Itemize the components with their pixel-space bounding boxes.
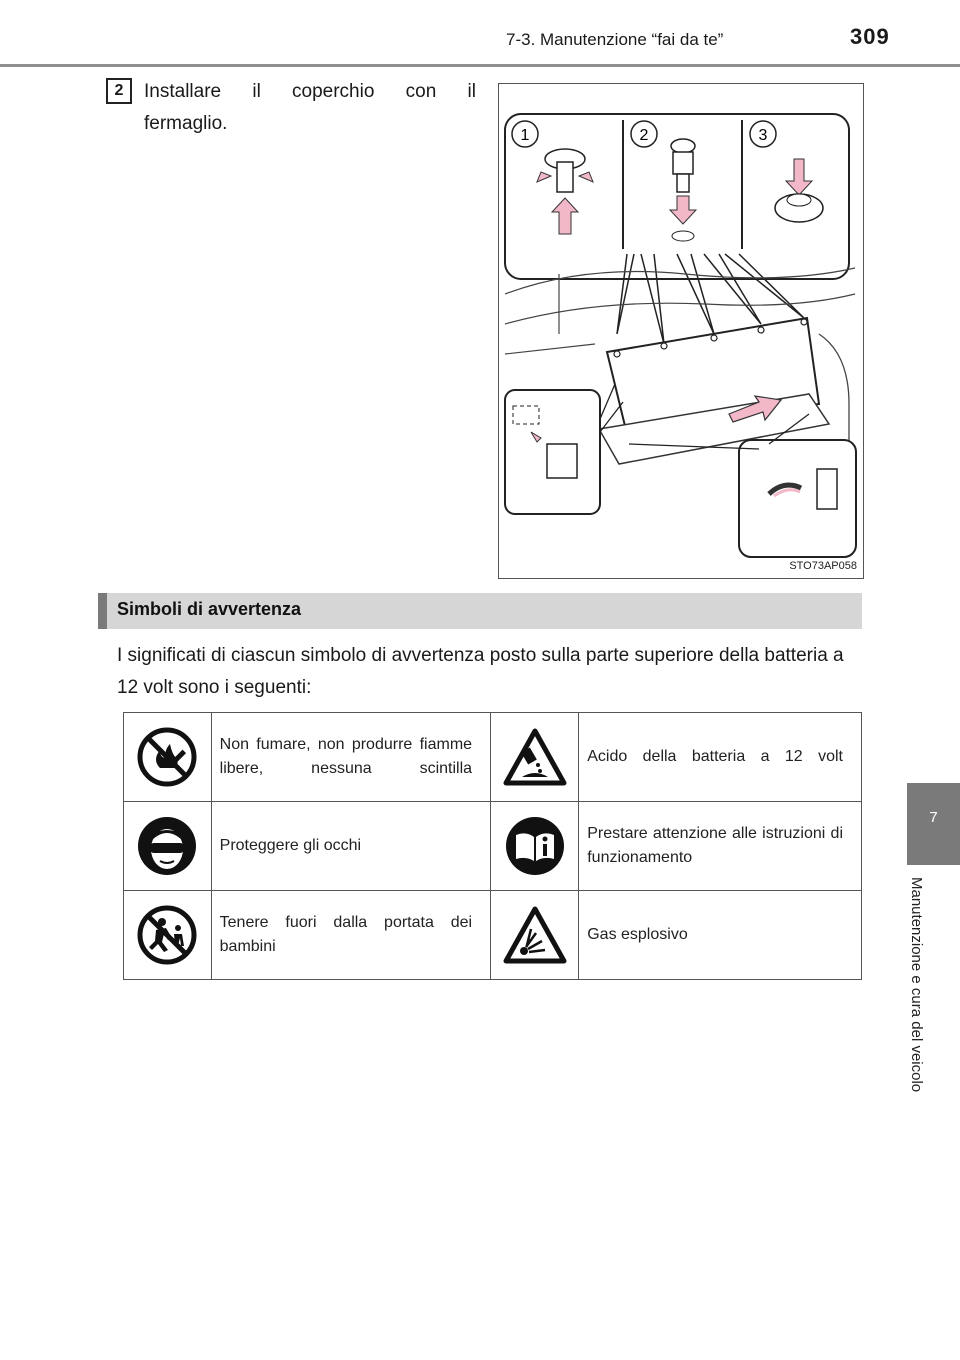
page-number: 309 xyxy=(850,24,890,49)
chapter-tab: 7 xyxy=(907,783,960,865)
eye-protection-icon xyxy=(136,815,198,877)
svg-text:3: 3 xyxy=(758,127,768,144)
keep-away-from-children-icon xyxy=(136,904,198,966)
chapter-side-label: Manutenzione e cura del veicolo xyxy=(908,877,925,1093)
svg-text:1: 1 xyxy=(520,127,530,144)
cover-installation-drawing xyxy=(499,84,863,578)
table-row xyxy=(124,891,862,980)
step-text: Installare il coperchio con il fermaglio. xyxy=(144,81,476,134)
warning-symbols-table xyxy=(123,712,862,980)
header-rule xyxy=(0,64,960,67)
read-instructions-icon xyxy=(504,815,566,877)
symbol-description: Proteggere gli occhi xyxy=(211,802,490,891)
header-title: 7-3. Manutenzione “fai da te” xyxy=(506,30,724,49)
table-row xyxy=(124,713,862,802)
section-intro: I significati di ciascun simbolo di avvertenza posto sulla parte superiore della batteria a 12 volt sono i seguenti: xyxy=(117,645,844,698)
illustration xyxy=(498,83,864,579)
table-row xyxy=(124,802,862,891)
symbol-description: Acido della batteria a 12 volt xyxy=(579,713,862,802)
section-heading: Simboli di avvertenza xyxy=(98,593,862,629)
symbol-description: Non fumare, non produrre fiamme libere, nessuna scintilla xyxy=(211,713,490,802)
explosive-gas-icon xyxy=(502,905,568,965)
no-smoking-no-flame-icon xyxy=(136,726,198,788)
battery-acid-icon xyxy=(502,727,568,787)
step-badge: 2 xyxy=(106,78,132,104)
svg-text:2: 2 xyxy=(639,127,649,144)
symbol-description: Gas esplosivo xyxy=(579,891,862,980)
symbol-description: Prestare attenzione alle istruzioni di funzionamento xyxy=(579,802,862,891)
illustration-code: STO73AP058 xyxy=(789,560,857,572)
symbol-description: Tenere fuori dalla portata dei bambini xyxy=(211,891,490,980)
